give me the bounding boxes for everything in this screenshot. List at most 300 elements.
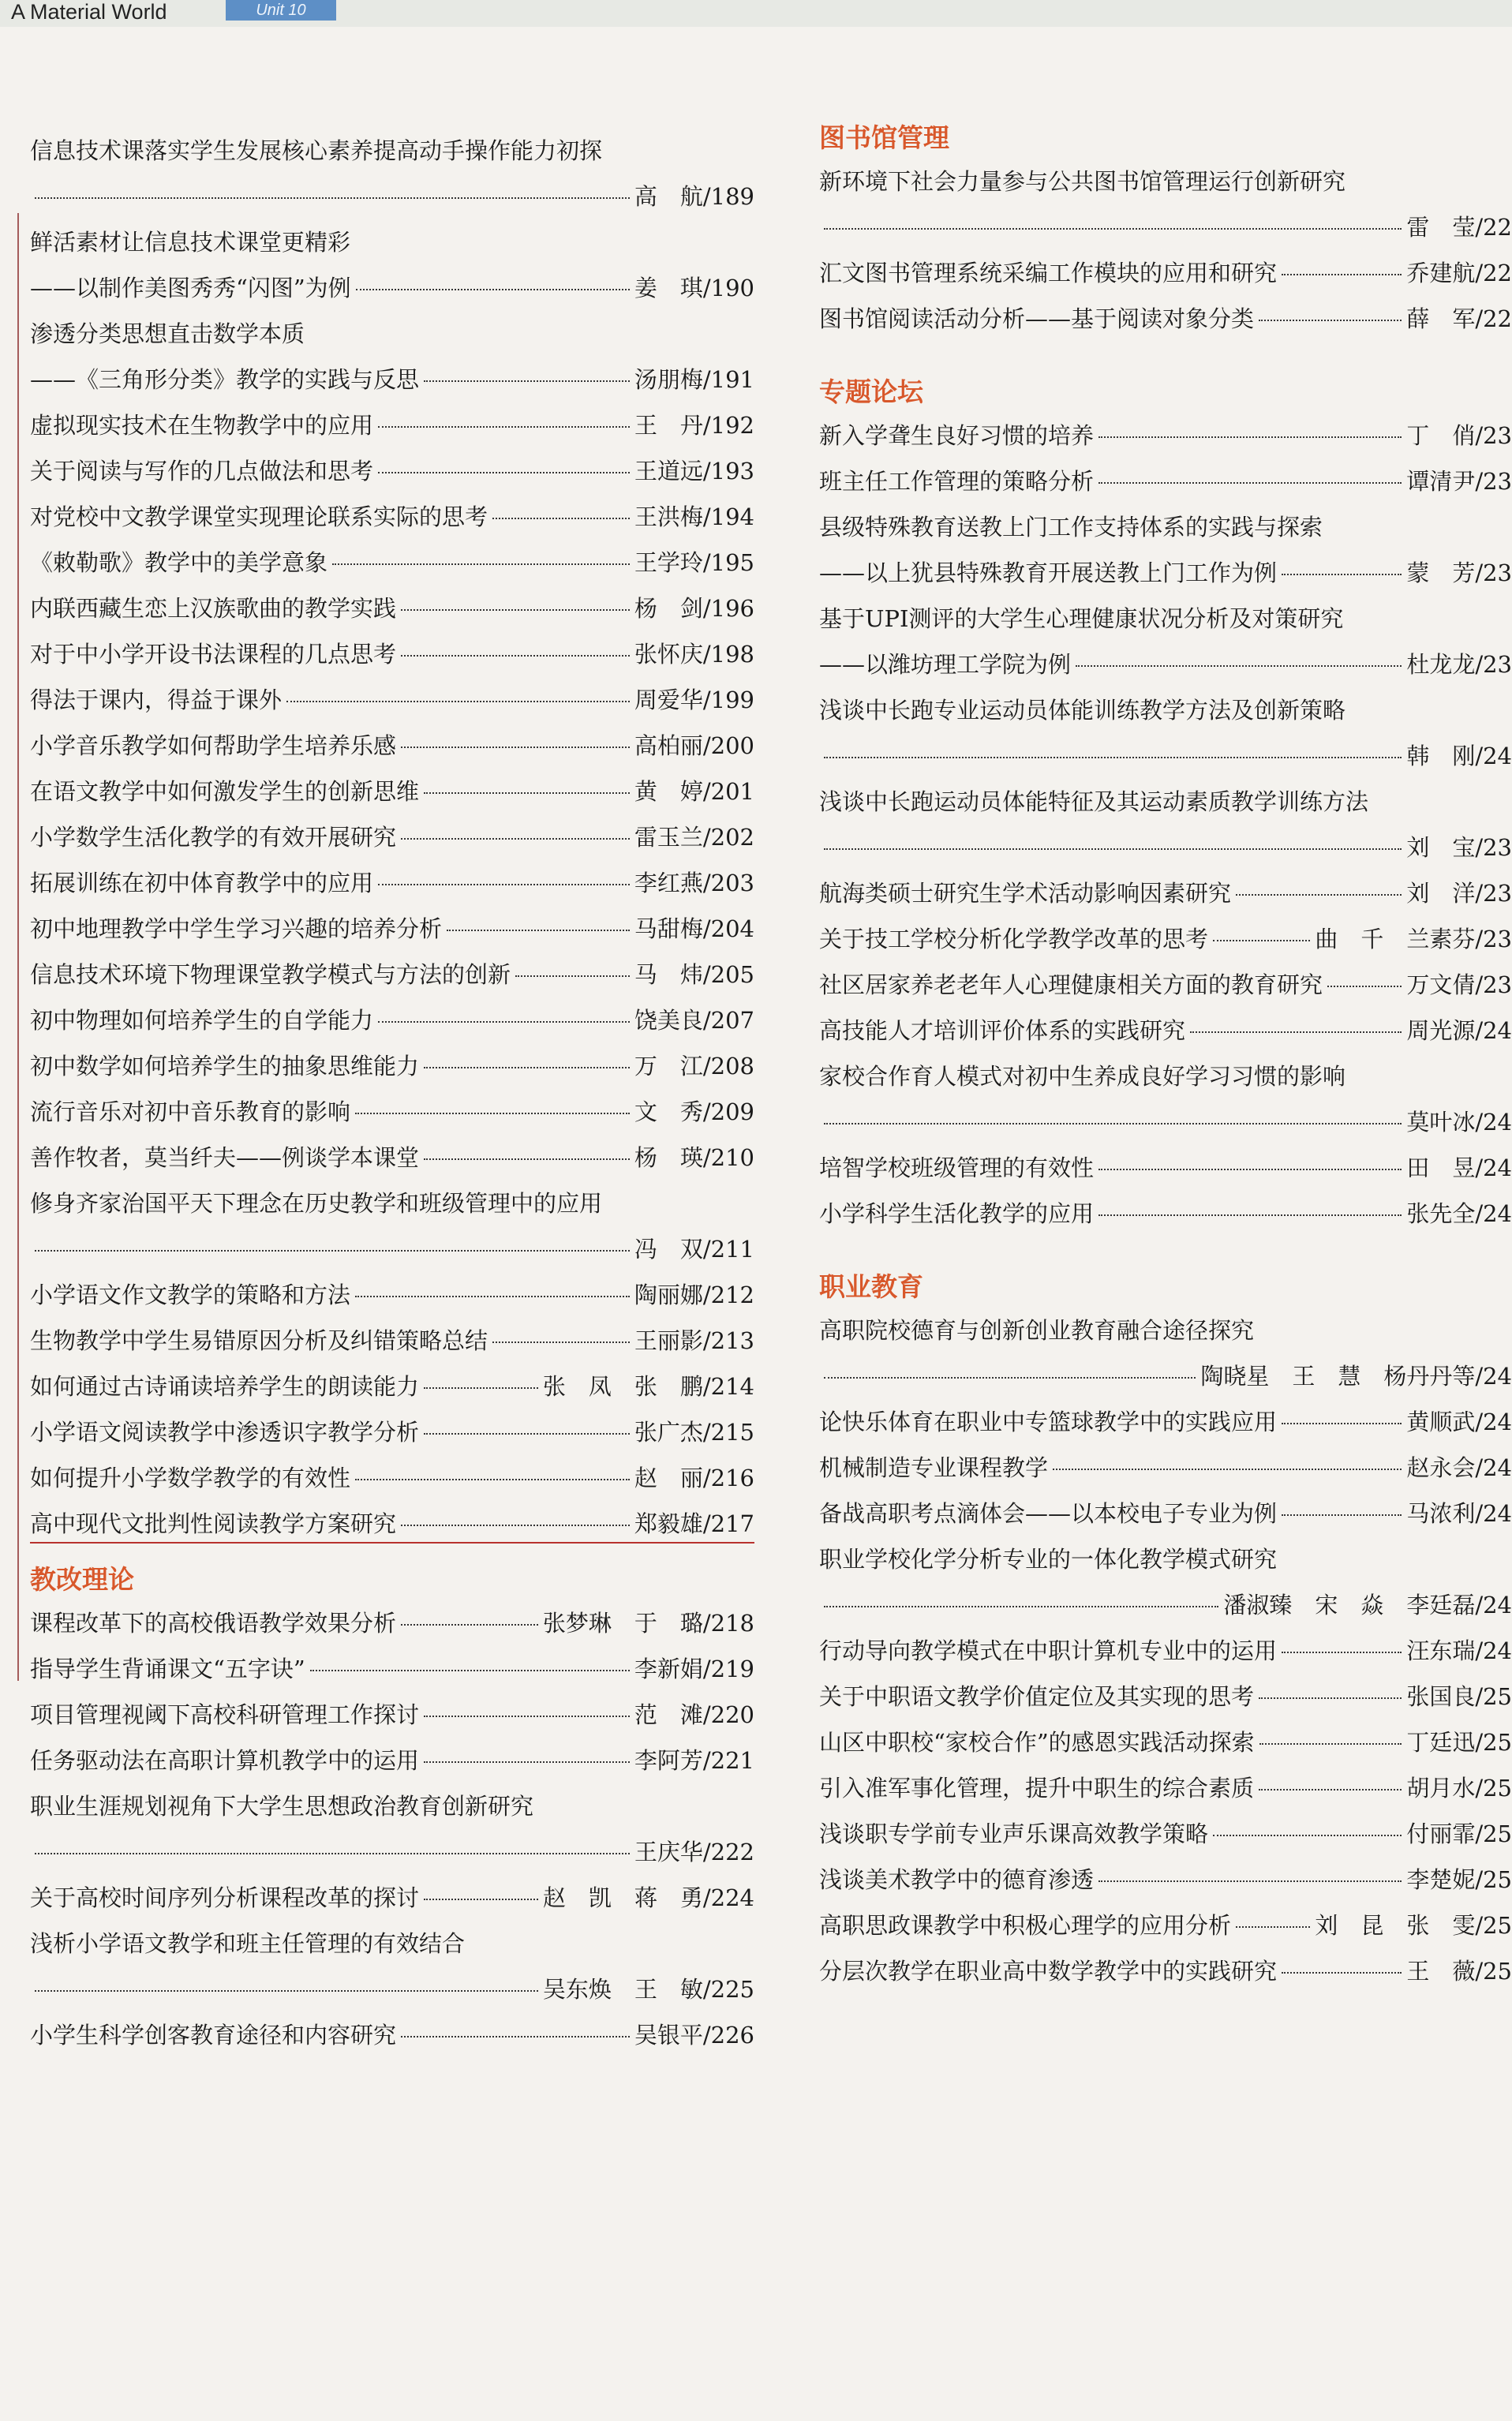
entry-author-page: 王 丹/192	[634, 412, 754, 439]
entry-title: ——以制作美图秀秀“闪图”为例	[30, 275, 351, 301]
toc-entry	[819, 1008, 1512, 1053]
toc-entry	[30, 448, 754, 494]
entry-author-page: 黄顺武/24	[1406, 1409, 1512, 1435]
dot-leader	[35, 197, 630, 199]
entry-author-page: 乔建航/22	[1406, 260, 1512, 286]
dot-leader	[824, 1606, 1218, 1607]
entry-author-page: 周爱华/199	[634, 687, 754, 713]
entry-title: 信息技术课落实学生发展核心素养提高动手操作能力初探	[30, 137, 603, 164]
toc-entry	[30, 952, 754, 997]
entry-title: 浅析小学语文教学和班主任管理的有效结合	[30, 1930, 466, 1957]
dot-leader	[1259, 1789, 1402, 1790]
entry-row	[819, 413, 1512, 458]
entry-title-line: 渗透分类思想直击数学本质	[30, 320, 305, 347]
dot-leader	[824, 848, 1402, 850]
entry-title: 初中物理如何培养学生的自学能力	[30, 1007, 374, 1034]
entry-author-page: 李新娟/219	[634, 1656, 754, 1682]
entry-title: 职业学校化学分析专业的一体化教学模式研究	[819, 1546, 1278, 1573]
left-frame-line	[17, 213, 19, 1681]
entry-author-page: 王洪梅/194	[634, 503, 754, 530]
entry-title: 新环境下社会力量参与公共图书馆管理运行创新研究	[819, 168, 1346, 195]
toc-entry	[30, 677, 754, 723]
entry-title: 山区中职校“家校合作”的感恩实践活动探索	[819, 1729, 1255, 1756]
entry-author-page: 胡月水/25	[1406, 1775, 1512, 1802]
entry-author-page: 王庆华/222	[634, 1839, 754, 1865]
entry-row	[30, 402, 754, 448]
toc-entry	[819, 916, 1512, 962]
dot-leader	[378, 472, 630, 473]
toc-entry	[30, 1318, 754, 1364]
entry-author-page: 饶美良/207	[634, 1007, 754, 1034]
toc-entry	[30, 997, 754, 1043]
entry-title: 信息技术环境下物理课堂教学模式与方法的创新	[30, 961, 511, 988]
entry-author-page: 赵永会/24	[1406, 1454, 1512, 1481]
entry-leader-row	[819, 733, 1512, 779]
entry-row	[30, 494, 754, 540]
toc-entry	[30, 631, 754, 677]
entry-author-page: 陶丽娜/212	[634, 1282, 754, 1308]
entry-author-page: 付丽霏/25	[1406, 1820, 1512, 1847]
dot-leader	[515, 975, 630, 977]
entry-title: 浅谈美术教学中的德育渗透	[819, 1866, 1095, 1893]
dot-leader	[1190, 1031, 1402, 1033]
entry-title: 小学生科学创客教育途径和内容研究	[30, 2022, 397, 2049]
dot-leader	[424, 1067, 630, 1068]
dot-leader	[401, 747, 630, 748]
toc-section	[30, 128, 754, 1544]
entry-title: 高技能人才培训评价体系的实践研究	[819, 1017, 1186, 1044]
entry-row	[30, 586, 754, 631]
entry-row	[30, 540, 754, 586]
entry-title: 新入学聋生良好习惯的培养	[819, 422, 1095, 449]
entry-title: 拓展训练在初中体育教学中的应用	[30, 870, 374, 896]
entry-row	[819, 642, 1512, 687]
dot-leader	[310, 1670, 630, 1671]
entry-row	[819, 458, 1512, 504]
entry-row	[819, 296, 1512, 342]
entry-row	[30, 952, 754, 997]
dot-leader	[1259, 320, 1402, 321]
dot-leader	[35, 1250, 630, 1252]
entry-title: 高职思政课教学中积极心理学的应用分析	[819, 1912, 1232, 1939]
dot-leader	[1282, 1514, 1402, 1516]
toc-section	[819, 376, 1512, 1237]
entry-author-page: 李阿芳/221	[634, 1747, 754, 1774]
entry-leader-row	[30, 1226, 754, 1272]
entry-row	[819, 1399, 1512, 1445]
toc-entry	[30, 128, 754, 219]
entry-author-page: 王丽影/213	[634, 1327, 754, 1354]
dot-leader	[401, 609, 630, 611]
section-title: 图书馆管理	[819, 122, 949, 153]
entry-author-page: 汪东瑞/24	[1406, 1637, 1512, 1664]
toc-entry	[30, 1089, 754, 1135]
dot-leader	[355, 1113, 630, 1114]
entry-row	[819, 1765, 1512, 1811]
toc-entry	[30, 586, 754, 631]
entry-author-page: 赵 丽/216	[634, 1465, 754, 1491]
entry-author-page: 丁 俏/23	[1406, 422, 1512, 449]
entry-title: 论快乐体育在职业中专篮球教学中的实践应用	[819, 1409, 1278, 1435]
entry-author-page: 韩 刚/24	[1406, 743, 1512, 769]
entry-row	[30, 1600, 754, 1646]
toc-entry	[819, 1628, 1512, 1674]
entry-row	[819, 1145, 1512, 1191]
entry-author-page: 冯 双/211	[634, 1236, 754, 1263]
entry-title: 图书馆阅读活动分析——基于阅读对象分类	[819, 305, 1255, 332]
entry-title: 《敕勒歌》教学中的美学意象	[30, 549, 328, 576]
toc-entry	[819, 1491, 1512, 1536]
toc-entry	[30, 860, 754, 906]
entry-author-page: 马甜梅/204	[634, 915, 754, 942]
entry-title-line: 基于UPI测评的大学生心理健康状况分析及对策研究	[819, 605, 1344, 632]
toc-entry	[30, 219, 754, 311]
dot-leader	[35, 1990, 538, 1992]
entry-row	[30, 1043, 754, 1089]
entry-title: 指导学生背诵课文“五字诀”	[30, 1656, 305, 1682]
entry-row	[30, 1455, 754, 1501]
dot-leader	[401, 655, 630, 657]
entry-author-page: 曲 千 兰素芬/23	[1315, 926, 1512, 952]
dot-leader	[1327, 986, 1402, 987]
toc-entry	[819, 296, 1512, 342]
entry-row	[30, 265, 754, 311]
toc-entry	[30, 1455, 754, 1501]
entry-title: 社区居家养老老年人心理健康相关方面的教育研究	[819, 971, 1323, 998]
entry-row	[30, 448, 754, 494]
entry-row	[30, 1646, 754, 1692]
entry-title: 小学语文阅读教学中渗透识字教学分析	[30, 1419, 420, 1446]
dot-leader	[355, 1296, 630, 1297]
dot-leader	[1098, 1169, 1402, 1170]
entry-leader-row	[819, 204, 1512, 250]
entry-title: 内联西藏生恋上汉族歌曲的教学实践	[30, 595, 397, 622]
entry-row	[30, 1875, 754, 1921]
toc-entry	[819, 1903, 1512, 1948]
dot-leader	[1282, 1972, 1402, 1974]
dot-leader	[378, 426, 630, 428]
entry-author-page: 黄 婷/201	[634, 778, 754, 805]
toc-entry	[819, 870, 1512, 916]
entry-row	[819, 1674, 1512, 1719]
toc-entry	[819, 1053, 1512, 1145]
entry-title: 如何通过古诗诵读培养学生的朗读能力	[30, 1373, 420, 1400]
dot-leader	[1076, 665, 1402, 667]
entry-author-page: 李红燕/203	[634, 870, 754, 896]
toc-entry	[819, 596, 1512, 687]
entry-row	[819, 550, 1512, 596]
entry-title: ——以潍坊理工学院为例	[819, 651, 1072, 678]
entry-author-page: 汤朋梅/191	[634, 366, 754, 393]
left-column	[30, 128, 754, 2058]
entry-title-line: 县级特殊教育送教上门工作支持体系的实践与探索	[819, 514, 1323, 541]
entry-title: 对党校中文教学课堂实现理论联系实际的思考	[30, 503, 488, 530]
entry-row	[30, 1089, 754, 1135]
dot-leader	[424, 1158, 630, 1160]
dot-leader	[447, 930, 630, 931]
entry-title: 初中数学如何培养学生的抽象思维能力	[30, 1053, 420, 1080]
toc-entry	[819, 1145, 1512, 1191]
toc-entry	[819, 779, 1512, 870]
dot-leader	[824, 1377, 1196, 1379]
dot-leader	[1282, 274, 1402, 275]
dot-leader	[401, 2036, 630, 2037]
entry-leader-row	[819, 1582, 1512, 1628]
section-title: 教改理论	[30, 1564, 134, 1595]
toc-entry	[30, 1692, 754, 1738]
dot-leader	[1098, 1214, 1402, 1216]
dot-leader	[1098, 436, 1402, 438]
toc-entry	[819, 1948, 1512, 1994]
dot-leader	[1098, 482, 1402, 484]
dot-leader	[1259, 1697, 1402, 1699]
dot-leader	[356, 289, 630, 290]
toc-entry	[819, 1719, 1512, 1765]
toc-entry	[819, 504, 1512, 596]
toc-entry	[819, 1536, 1512, 1628]
entry-row	[819, 1628, 1512, 1674]
toc-entry	[30, 311, 754, 402]
dot-leader	[355, 1479, 630, 1480]
entry-row	[819, 1811, 1512, 1857]
toc-entry	[30, 1409, 754, 1455]
entry-row	[30, 1364, 754, 1409]
entry-row	[30, 723, 754, 769]
entry-title: 培智学校班级管理的有效性	[819, 1154, 1095, 1181]
entry-title: 关于阅读与写作的几点做法和思考	[30, 458, 374, 485]
entry-title: 分层次教学在职业高中数学教学中的实践研究	[819, 1958, 1278, 1985]
entry-row	[30, 860, 754, 906]
entry-title: 汇文图书管理系统采编工作模块的应用和研究	[819, 260, 1278, 286]
dot-leader	[378, 1021, 630, 1023]
running-header: A Material World	[11, 0, 167, 24]
entry-author-page: 张梦琳 于 璐/218	[542, 1610, 754, 1637]
dot-leader	[424, 1716, 630, 1717]
entry-title: 虚拟现实技术在生物教学中的应用	[30, 412, 374, 439]
dot-leader	[424, 792, 630, 794]
entry-author-page: 莫叶冰/24	[1406, 1109, 1512, 1136]
dot-leader	[1213, 1835, 1402, 1836]
toc-entry	[819, 1445, 1512, 1491]
entry-title: 家校合作育人模式对初中生养成良好学习习惯的影响	[819, 1063, 1346, 1090]
entry-row	[30, 357, 754, 402]
entry-title: 得法于课内，得益于课外	[30, 687, 283, 713]
entry-row	[30, 1135, 754, 1181]
toc-entry	[30, 402, 754, 448]
entry-title: 关于中职语文教学价值定位及其实现的思考	[819, 1683, 1255, 1710]
entry-author-page: 杨 瑛/210	[634, 1144, 754, 1171]
entry-author-page: 刘 洋/23	[1406, 880, 1512, 907]
toc-entry	[30, 1738, 754, 1783]
entry-author-page: 郑毅雄/217	[634, 1510, 754, 1537]
toc-entry	[819, 1308, 1512, 1399]
entry-author-page: 陶晓星 王 慧 杨丹丹等/24	[1200, 1363, 1512, 1390]
dot-leader	[401, 838, 630, 840]
entry-title: 项目管理视阈下高校科研管理工作探讨	[30, 1701, 420, 1728]
entry-row	[819, 1903, 1512, 1948]
entry-row	[30, 1409, 754, 1455]
toc-entry	[30, 723, 754, 769]
dot-leader	[1259, 1743, 1402, 1745]
entry-author-page: 张先全/24	[1406, 1200, 1512, 1227]
entry-title: ——《三角形分类》教学的实践与反思	[30, 366, 420, 393]
toc-section	[819, 1271, 1512, 1994]
entry-leader-row	[819, 1353, 1512, 1399]
entry-author-page: 吴东焕 王 敏/225	[542, 1976, 754, 2003]
toc-entry	[30, 1181, 754, 1272]
entry-author-page: 周光源/24	[1406, 1017, 1512, 1044]
toc-entry	[30, 814, 754, 860]
entry-row	[819, 870, 1512, 916]
entry-row	[819, 1491, 1512, 1536]
entry-author-page: 马浓利/24	[1406, 1500, 1512, 1527]
toc-entry	[819, 159, 1512, 250]
toc-entry	[819, 458, 1512, 504]
toc-entry	[30, 1783, 754, 1875]
toc-entry	[30, 1921, 754, 2012]
entry-author-page: 姜 琪/190	[634, 275, 754, 301]
toc-entry	[30, 1272, 754, 1318]
entry-row	[30, 1692, 754, 1738]
toc-entry	[30, 1501, 754, 1544]
entry-title: 生物教学中学生易错原因分析及纠错策略总结	[30, 1327, 488, 1354]
entry-title: 浅谈职专学前专业声乐课高效教学策略	[819, 1820, 1209, 1847]
entry-row	[30, 2012, 754, 2058]
dot-leader	[492, 518, 630, 519]
entry-title: 在语文教学中如何激发学生的创新思维	[30, 778, 420, 805]
toc-entry	[30, 494, 754, 540]
entry-author-page: 王学玲/195	[634, 549, 754, 576]
entry-title: ——以上犹县特殊教育开展送教上门工作为例	[819, 559, 1278, 586]
entry-title: 修身齐家治国平天下理念在历史教学和班级管理中的应用	[30, 1190, 603, 1217]
entry-row	[30, 1501, 754, 1547]
dot-leader	[401, 1624, 538, 1626]
toc-entry	[30, 1135, 754, 1181]
entry-title: 小学语文作文教学的策略和方法	[30, 1282, 351, 1308]
entry-author-page: 赵 凯 蒋 勇/224	[542, 1884, 754, 1911]
entry-author-page: 王道远/193	[634, 458, 754, 485]
entry-title: 班主任工作管理的策略分析	[819, 468, 1095, 495]
entry-title: 浅谈中长跑运动员体能特征及其运动素质教学训练方法	[819, 788, 1369, 815]
dot-leader	[35, 1853, 630, 1854]
entry-title: 流行音乐对初中音乐教育的影响	[30, 1098, 351, 1125]
entry-title: 对于中小学开设书法课程的几点思考	[30, 641, 397, 668]
entry-title: 高职院校德育与创新创业教育融合途径探究	[819, 1317, 1255, 1344]
entry-title: 备战高职考点滴体会——以本校电子专业为例	[819, 1500, 1278, 1527]
entry-row	[30, 1738, 754, 1783]
entry-leader-row	[30, 1966, 754, 2012]
dot-leader	[378, 884, 630, 885]
entry-author-page: 吴银平/226	[634, 2022, 754, 2049]
entry-author-page: 张广杰/215	[634, 1419, 754, 1446]
entry-row	[819, 1191, 1512, 1237]
toc-entry	[30, 769, 754, 814]
contents-page	[0, 32, 1512, 2421]
entry-author-page: 蒙 芳/23	[1406, 559, 1512, 586]
dot-leader	[401, 1525, 630, 1526]
entry-author-page: 田 昱/24	[1406, 1154, 1512, 1181]
entry-author-page: 杨 剑/196	[634, 595, 754, 622]
entry-row	[30, 631, 754, 677]
dot-leader	[1282, 574, 1402, 575]
toc-entry	[30, 1364, 754, 1409]
entry-row	[30, 1272, 754, 1318]
entry-author-page: 潘淑臻 宋 焱 李廷磊/24	[1223, 1592, 1512, 1618]
entry-author-page: 万 江/208	[634, 1053, 754, 1080]
entry-title-line: 鲜活素材让信息技术课堂更精彩	[30, 229, 351, 256]
dot-leader	[492, 1341, 630, 1343]
dot-leader	[1098, 1880, 1402, 1882]
entry-title: 机械制造专业课程教学	[819, 1454, 1049, 1481]
toc-entry	[819, 1811, 1512, 1857]
entry-row	[819, 1719, 1512, 1765]
dot-leader	[824, 228, 1402, 230]
section-title: 专题论坛	[819, 376, 923, 407]
entry-title: 课程改革下的高校俄语教学效果分析	[30, 1610, 397, 1637]
entry-author-page: 高柏丽/200	[634, 732, 754, 759]
toc-entry	[819, 962, 1512, 1008]
toc-entry	[819, 1765, 1512, 1811]
toc-entry	[819, 1399, 1512, 1445]
entry-row	[819, 1008, 1512, 1053]
toc-entry	[819, 413, 1512, 458]
entry-title: 航海类硕士研究生学术活动影响因素研究	[819, 880, 1232, 907]
entry-title: 关于技工学校分析化学教学改革的思考	[819, 926, 1209, 952]
entry-title: 高中现代文批判性阅读教学方案研究	[30, 1510, 397, 1537]
toc-entry	[30, 2012, 754, 2058]
entry-author-page: 谭清尹/23	[1406, 468, 1512, 495]
dot-leader	[1282, 1423, 1402, 1424]
toc-entry	[30, 1600, 754, 1646]
toc-entry	[819, 1674, 1512, 1719]
entry-row	[819, 1445, 1512, 1491]
entry-row	[30, 1318, 754, 1364]
entry-row	[30, 906, 754, 952]
dot-leader	[332, 563, 630, 565]
dot-leader	[424, 1387, 538, 1389]
entry-author-page: 雷 莹/22	[1406, 214, 1512, 241]
toc-entry	[30, 1646, 754, 1692]
dot-leader	[1236, 894, 1402, 896]
entry-author-page: 高 航/189	[634, 183, 754, 210]
entry-leader-row	[819, 825, 1512, 870]
entry-row	[819, 1948, 1512, 1994]
entry-author-page: 张怀庆/198	[634, 641, 754, 668]
entry-title: 行动导向教学模式在中职计算机专业中的运用	[819, 1637, 1278, 1664]
toc-entry	[30, 540, 754, 586]
entry-row	[819, 962, 1512, 1008]
right-column	[819, 122, 1512, 1994]
toc-entry	[819, 687, 1512, 779]
dot-leader	[286, 701, 630, 702]
entry-title: 浅谈中长跑专业运动员体能训练教学方法及创新策略	[819, 697, 1346, 724]
entry-author-page: 丁廷迅/25	[1406, 1729, 1512, 1756]
entry-row	[30, 997, 754, 1043]
entry-leader-row	[30, 1829, 754, 1875]
entry-title: 关于高校时间序列分析课程改革的探讨	[30, 1884, 420, 1911]
entry-title: 职业生涯规划视角下大学生思想政治教育创新研究	[30, 1793, 534, 1820]
entry-author-page: 马 炜/205	[634, 961, 754, 988]
entry-leader-row	[30, 174, 754, 219]
entry-author-page: 李楚妮/25	[1406, 1866, 1512, 1893]
entry-title: 善作牧者，莫当纤夫——例谈学本课堂	[30, 1144, 420, 1171]
section-title: 职业教育	[819, 1271, 923, 1302]
entry-author-page: 范 滩/220	[634, 1701, 754, 1728]
entry-leader-row	[819, 1099, 1512, 1145]
toc-entry	[819, 1857, 1512, 1903]
entry-row	[819, 250, 1512, 296]
entry-author-page: 雷玉兰/202	[634, 824, 754, 851]
